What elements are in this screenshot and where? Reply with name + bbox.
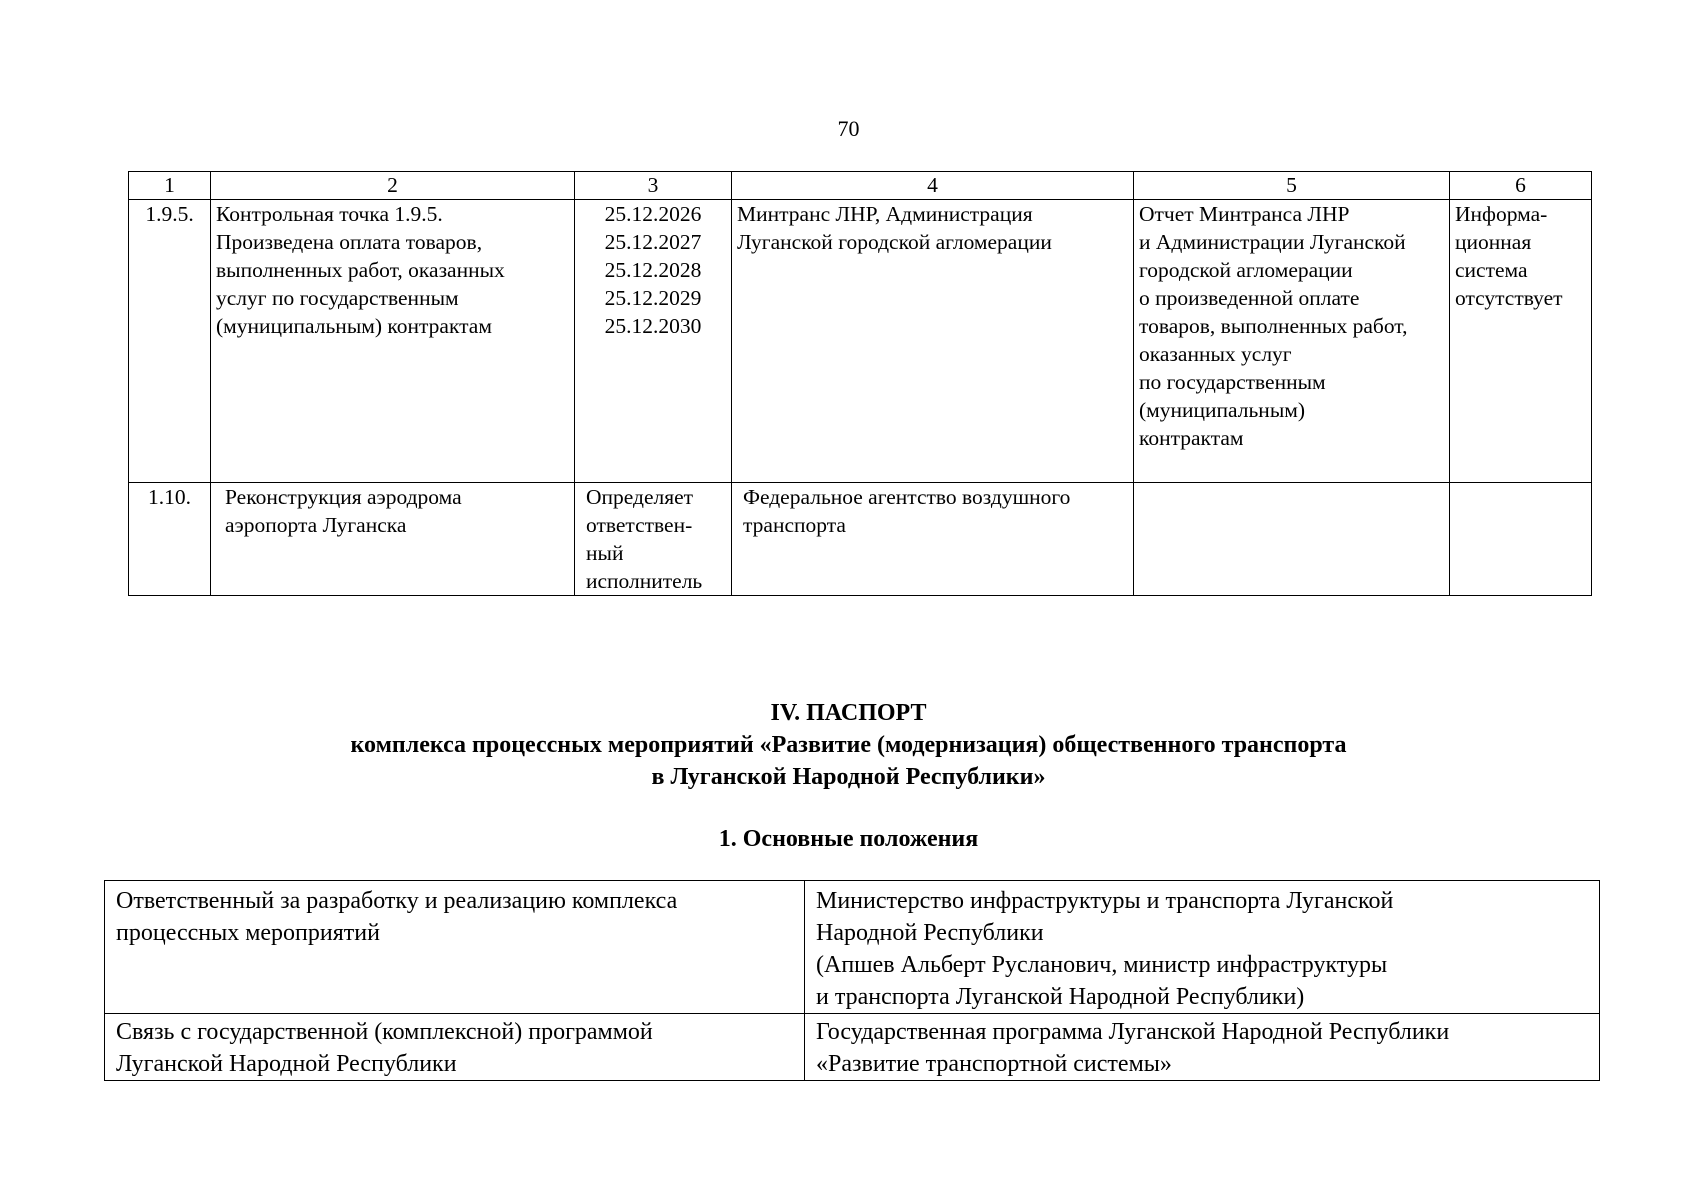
- passport-subtitle: комплекса процессных мероприятий «Развитие (модернизация) общественного транспорта: [350, 732, 1347, 758]
- table-row: [105, 1014, 1600, 1081]
- header-cell: 1: [129, 172, 211, 200]
- header-cell: 5: [1134, 172, 1450, 200]
- text-line: городской агломерации: [1139, 258, 1353, 282]
- text-line: Луганской Народной Республики: [116, 1051, 457, 1077]
- table-row: [105, 881, 1600, 1014]
- basic-provisions-table: [104, 880, 1600, 1081]
- table-row: [129, 483, 1592, 596]
- text-line: Народной Республики: [816, 920, 1044, 946]
- text-line: и Администрации Луганской: [1139, 230, 1406, 254]
- text-line: Луганской городской агломерации: [737, 230, 1052, 254]
- text-line: Произведена оплата товаров,: [216, 230, 483, 254]
- text-line: выполненных работ, оказанных: [216, 258, 505, 282]
- row-document: [1134, 483, 1450, 596]
- row-document: [1134, 200, 1450, 483]
- row-label: [105, 1014, 805, 1081]
- row-value: [805, 1014, 1600, 1081]
- text-line: Определяет: [586, 485, 694, 509]
- passport-subtitle: в Луганской Народной Республики»: [651, 764, 1046, 790]
- text-line: Отчет Минтранса ЛНР: [1139, 202, 1350, 226]
- row-system: [1450, 483, 1592, 596]
- text-line: и транспорта Луганской Народной Республики): [816, 984, 1305, 1010]
- date-line: 25.12.2029: [604, 286, 702, 310]
- text-line: оказанных услуг: [1139, 342, 1292, 366]
- section-heading: 1. Основные положения: [718, 826, 979, 852]
- row-number: 1.10.: [129, 483, 211, 596]
- text-line: Федеральное агентство воздушного: [743, 485, 1071, 509]
- text-line: ответствен-: [586, 513, 693, 537]
- text-line: система: [1455, 258, 1528, 282]
- text-line: «Развитие транспортной системы»: [816, 1051, 1172, 1077]
- text-line: Реконструкция аэродрома: [225, 485, 462, 509]
- header-cell: 4: [732, 172, 1134, 200]
- page-number: 70: [837, 116, 860, 141]
- text-line: исполнитель: [586, 569, 703, 593]
- text-line: контрактам: [1139, 426, 1244, 450]
- row-executor: [732, 200, 1134, 483]
- row-value: [805, 881, 1600, 1014]
- row-dates: [575, 483, 732, 596]
- text-line: Контрольная точка 1.9.5.: [216, 202, 443, 226]
- row-executor: [732, 483, 1134, 596]
- text-line: процессных мероприятий: [116, 920, 380, 946]
- text-line: отсутствует: [1455, 286, 1563, 310]
- text-line: Информа-: [1455, 202, 1548, 226]
- date-line: 25.12.2027: [604, 230, 702, 254]
- text-line: Министерство инфраструктуры и транспорта Луганской: [816, 888, 1394, 914]
- text-line: товаров, выполненных работ,: [1139, 314, 1408, 338]
- text-line: Ответственный за разработку и реализацию комплекса: [116, 888, 678, 914]
- row-dates: [575, 200, 732, 483]
- header-cell: 6: [1450, 172, 1592, 200]
- text-line: (Апшев Альберт Русланович, министр инфраструктуры: [816, 952, 1388, 978]
- passport-title: IV. ПАСПОРТ: [770, 700, 927, 726]
- header-cell: 3: [575, 172, 732, 200]
- text-line: (муниципальным): [1139, 398, 1306, 422]
- header-cell: 2: [211, 172, 575, 200]
- row-name: [211, 483, 575, 596]
- row-system: [1450, 200, 1592, 483]
- text-line: Минтранс ЛНР, Администрация: [737, 202, 1033, 226]
- text-line: транспорта: [743, 513, 846, 537]
- row-name: [211, 200, 575, 483]
- table-header-row: [129, 172, 1592, 200]
- date-line: 25.12.2026: [604, 202, 702, 226]
- row-number: 1.9.5.: [129, 200, 211, 483]
- date-line: 25.12.2030: [604, 314, 702, 338]
- text-line: Связь с государственной (комплексной) программой: [116, 1019, 653, 1045]
- text-line: по государственным: [1139, 370, 1326, 394]
- control-points-table: [128, 171, 1592, 596]
- date-line: 25.12.2028: [604, 258, 702, 282]
- text-line: аэропорта Луганска: [225, 513, 407, 537]
- text-line: о произведенной оплате: [1139, 286, 1360, 310]
- row-label: [105, 881, 805, 1014]
- text-line: услуг по государственным: [216, 286, 459, 310]
- text-line: (муниципальным) контрактам: [216, 314, 492, 338]
- text-line: Государственная программа Луганской Народной Республики: [816, 1019, 1450, 1045]
- text-line: ный: [586, 541, 624, 565]
- table-row: [129, 200, 1592, 483]
- text-line: ционная: [1455, 230, 1532, 254]
